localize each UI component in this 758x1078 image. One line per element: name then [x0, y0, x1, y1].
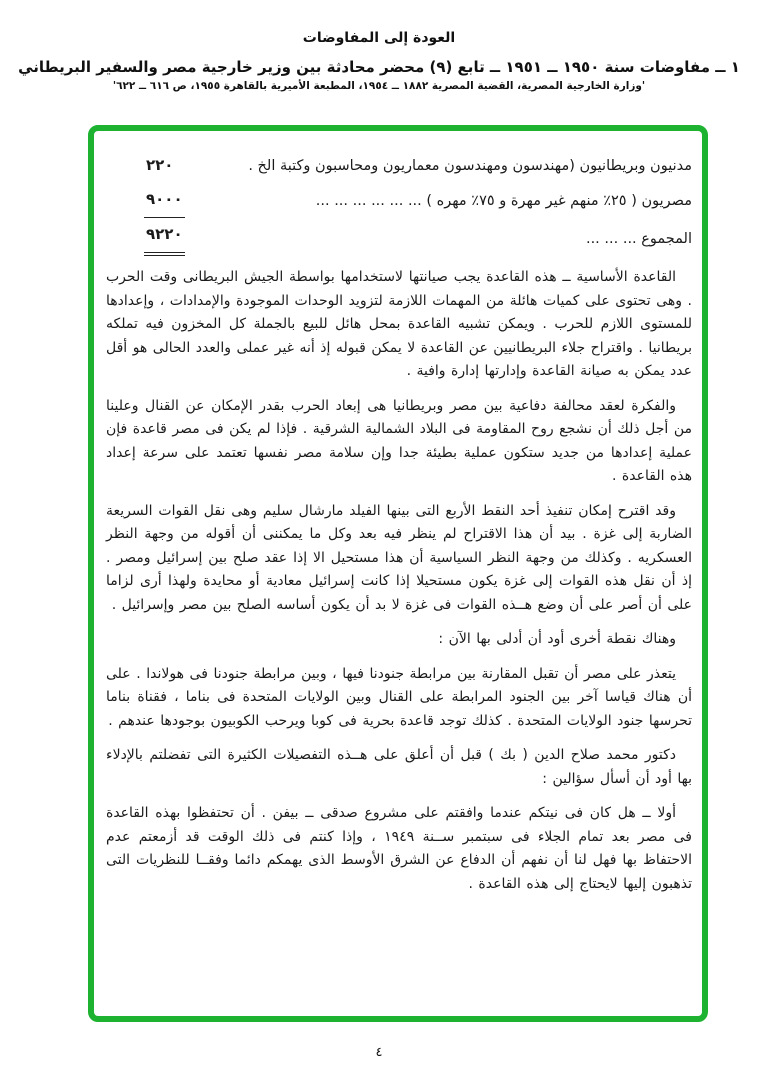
document-scan-frame — [88, 125, 708, 1022]
source-citation: 'وزارة الخارجية المصرية، القضية المصرية ١٨٨٢ ــ ١٩٥٤، المطبعة الأميرية بالقاهرة ١٩٥٥، ص ٦١٦ ــ ٦٢٢' — [112, 80, 646, 92]
paragraph-gaza-proposal: وقد اقترح إمكان تنفيذ أحد النقط الأربع التى بينها الفيلد مارشال سليم وهى نقل القوات السريعة الضاربة إلى غزة . بيد أن هذا الاقتراح لم ينظر فيه بعد وكل ما يمكننى أن أقوله من وجهة النظر العسكريه . وكذلك من وجهة النظر السياسية أن هذا مستحيل الا إذا عقد صلح بين إسرائيل ومصر . إذ أن نقل هذه القوات إلى غزة يكون مستحيلا إذا كانت إسرائيل معادية أو محايدة ولهذا أرى لزاما على أن أصر على أن وضع هــذه القوات فى غزة لا بد أن يكون أساسه الصلح بين مصر وإسرائيل . — [106, 502, 692, 613]
table-row — [144, 218, 692, 256]
paragraph-salah-eldin: دكتور محمد صلاح الدين ( بك ) قبل أن أعلق على هــذه التفصيلات الكثيرة التى تفضلتم بالإدلاء بها أود أن أسأل سؤالين : — [106, 747, 692, 787]
table-row — [144, 183, 692, 218]
paragraph-another-point: وهناك نقطة أخرى أود أن أدلى بها الآن : — [438, 631, 676, 647]
personnel-totals-table — [106, 149, 692, 256]
table-row — [144, 149, 692, 183]
document-heading: ١ ــ مفاوضات سنة ١٩٥٠ ــ ١٩٥١ ــ تابع (٩) محضر محادثة بين وزير خارجية مصر والسفير البريطاني — [18, 58, 740, 76]
row-label: مدنيون وبريطانيون (مهندسون ومهندسون معماريون ومحاسبون وكتبة الخ . — [248, 158, 692, 174]
document-body — [106, 266, 692, 896]
row-label: المجموع ... ... ... — [585, 231, 692, 247]
row-label: مصريون ( ٢٥٪ منهم غير مهرة و ٧٥٪ مهره ) ... ... ... ... ... ... — [315, 193, 692, 209]
row-value: ٩٢٢٠ — [144, 218, 185, 256]
row-value: ٢٢٠ — [146, 156, 174, 174]
row-value: ٩٠٠٠ — [144, 183, 185, 218]
page-header — [0, 0, 758, 92]
page-number: ٤ — [375, 1045, 383, 1060]
section-title: العودة إلى المفاوضات — [302, 30, 456, 46]
paragraph-base-rule: القاعدة الأساسية ــ هذه القاعدة يجب صيانتها لاستخدامها بواسطة الجيش البريطانى وقت الحرب . وهى تحتوى على كميات هائلة من المهمات اللازمة لتزويد الوحدات الموجودة والإمدادات ، وإعدادها للمستوى اللازم للحرب . ويمكن تشبيه القاعدة بمحل هائل للبيع بالجملة كل المخزون فيه تملكه بريطانيا . واقتراح جلاء البريطانيين عن القاعدة لا يمكن قبوله إذ أنه غير عملى والعدد الحالى هو أقل عدد يمكن به صيانة القاعدة وإدارتها إدارة وافية . — [106, 269, 692, 379]
paragraph-comparison: يتعذر على مصر أن تقبل المقارنة بين مرابطة جنودنا فيها ، وبين مرابطة جنودنا فى هولاندا . على أن هناك قياسا آخر بين الجنود المرابطة على القنال وبين الولايات المتحدة فى بناما ، فقناة بناما تحرسها جنود الولايات المتحدة . كذلك توجد قاعدة بحرية فى كوبا ويرحب الكوبيون بوجودها عندهم . — [106, 665, 692, 729]
paragraph-defense-pact: والفكرة لعقد محالفة دفاعية بين مصر وبريطانيا هى إبعاد الحرب بقدر الإمكان عن القنال وعلينا من أجل ذلك أن نشجع روح المقاومة فى البلاد الشمالية الشرقية . فإذا لم يكن فى مصر قاعدة فإن عملية إعدادها من جديد ستكون عملية بطيئة جدا وإن سلامة مصر نفسها تعتمد على سرعة إعداد هذه القاعدة . — [106, 397, 692, 484]
paragraph-first-question: أولا ــ هل كان فى نيتكم عندما وافقتم على مشروع صدقى ــ بيفن . أن تحتفظوا بهذه القاعدة فى مصر بعد تمام الجلاء فى سبتمبر ســنة ١٩٤٩ ، وإذا كنتم فى ذلك الوقت قد أزمعتم عدم الاحتفاظ بها فهل لنا أن نفهم أن الدفاع عن الشرق الأوسط الذى يهمكم دائما وفقــا للنظريات التى تذهبون إليها لايحتاج إلى هذه القاعدة . — [106, 805, 692, 892]
